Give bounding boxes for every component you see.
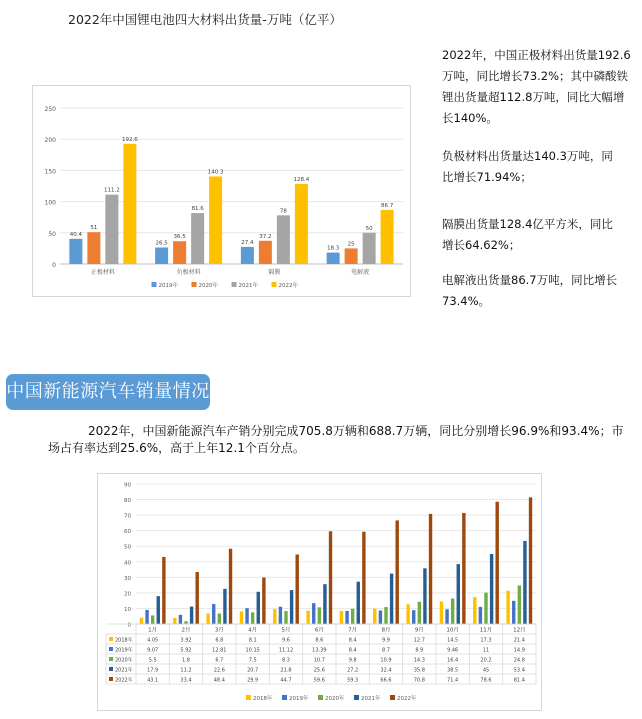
table-cell: 9.9 bbox=[382, 637, 390, 644]
bar bbox=[173, 241, 186, 264]
table-cell: 10.7 bbox=[313, 657, 325, 664]
nev-paragraph: 2022年，中国新能源汽车产销分别完成705.8万辆和688.7万辆，同比分别增长96.9%和93.4%；市场占有率达到25.6%，高于上年12.1个百分点。 bbox=[48, 424, 624, 455]
bar bbox=[357, 582, 360, 624]
bar bbox=[429, 514, 432, 624]
bar bbox=[190, 607, 193, 624]
table-cell: 13.39 bbox=[312, 647, 327, 654]
bar bbox=[295, 184, 308, 264]
legend-swatch bbox=[246, 695, 251, 700]
table-cell: 71.4 bbox=[447, 677, 459, 684]
table-cell: 8.7 bbox=[382, 647, 390, 654]
electrolyte-summary-text: 电解液出货量86.7万吨，同比增长73.4%。 bbox=[442, 273, 618, 308]
bar bbox=[123, 144, 136, 264]
table-cell: 25.6 bbox=[313, 667, 325, 674]
table-row-label: 2018年 bbox=[115, 637, 133, 644]
y-tick-label: 30 bbox=[124, 575, 131, 582]
table-cell: 59.3 bbox=[347, 677, 359, 684]
bar bbox=[462, 513, 465, 624]
bar bbox=[484, 593, 487, 624]
table-cell: 45 bbox=[482, 667, 490, 674]
table-cell: 38.5 bbox=[447, 667, 459, 674]
bar bbox=[179, 615, 182, 624]
y-tick-label: 60 bbox=[124, 529, 131, 536]
bar-value-label: 26.5 bbox=[155, 240, 168, 247]
bar bbox=[340, 611, 343, 624]
table-month-label: 2月 bbox=[181, 627, 191, 634]
table-row-swatch bbox=[109, 647, 113, 651]
table-cell: 14.5 bbox=[447, 637, 459, 644]
table-cell: 14.3 bbox=[413, 657, 425, 664]
table-cell: 12.81 bbox=[212, 647, 227, 654]
table-cell: 24.8 bbox=[513, 657, 525, 664]
bar bbox=[523, 541, 526, 624]
bar-value-label: 128.4 bbox=[293, 176, 310, 183]
bar bbox=[318, 607, 321, 624]
legend-label: 2020年 bbox=[198, 283, 218, 289]
legend-swatch bbox=[272, 282, 277, 287]
table-month-label: 12月 bbox=[513, 627, 526, 634]
table-row-label: 2022年 bbox=[115, 677, 133, 684]
table-cell: 8.6 bbox=[315, 637, 324, 644]
y-tick-label: 100 bbox=[44, 199, 56, 207]
materials-bar-chart bbox=[33, 86, 410, 296]
bar bbox=[229, 549, 232, 624]
bar bbox=[390, 574, 393, 624]
bar bbox=[259, 241, 272, 264]
x-category-label: 负极材料 bbox=[176, 269, 201, 276]
y-tick-label: 50 bbox=[124, 544, 131, 551]
x-category-label: 隔膜 bbox=[268, 269, 281, 276]
y-tick-label: 90 bbox=[124, 482, 131, 489]
table-cell: 11.2 bbox=[180, 667, 192, 674]
bar-value-label: 81.6 bbox=[191, 206, 204, 213]
bar bbox=[69, 239, 82, 264]
legend-swatch bbox=[192, 282, 197, 287]
bar-value-label: 36.5 bbox=[173, 234, 186, 241]
y-tick-label: 50 bbox=[48, 230, 56, 238]
bar bbox=[373, 609, 376, 624]
nev-monthly-bar-chart bbox=[98, 474, 541, 710]
legend-swatch bbox=[354, 695, 359, 700]
legend-label: 2019年 bbox=[289, 696, 309, 702]
table-row-label: 2019年 bbox=[115, 647, 133, 654]
y-tick-label: 200 bbox=[44, 137, 56, 145]
bar bbox=[296, 554, 299, 624]
table-cell: 20.7 bbox=[247, 667, 259, 674]
bar bbox=[173, 618, 176, 624]
table-cell: 35.8 bbox=[413, 667, 425, 674]
table-cell: 27.2 bbox=[347, 667, 359, 674]
bar bbox=[451, 598, 454, 624]
bar bbox=[418, 602, 421, 624]
bar bbox=[445, 609, 448, 624]
table-cell: 9.07 bbox=[147, 647, 159, 654]
table-cell: 29.9 bbox=[247, 677, 259, 684]
table-cell: 8.4 bbox=[348, 647, 357, 654]
table-cell: 11.12 bbox=[278, 647, 294, 654]
table-row-swatch bbox=[109, 667, 113, 671]
bar bbox=[140, 618, 143, 624]
y-tick-label: 80 bbox=[124, 498, 131, 505]
table-cell: 32.4 bbox=[380, 667, 392, 674]
table-cell: 44.7 bbox=[280, 677, 292, 684]
table-month-label: 8月 bbox=[381, 627, 391, 634]
legend-swatch bbox=[152, 282, 157, 287]
legend-label: 2019年 bbox=[158, 283, 178, 289]
table-cell: 59.6 bbox=[313, 677, 325, 684]
table-cell: 48.4 bbox=[213, 677, 225, 684]
bar bbox=[384, 607, 387, 624]
table-row-swatch bbox=[109, 677, 113, 681]
bar bbox=[345, 611, 348, 624]
table-month-label: 5月 bbox=[281, 627, 291, 634]
separator-summary-text: 隔膜出货量128.4亿平方米，同比增长64.62%； bbox=[442, 217, 613, 252]
table-month-label: 4月 bbox=[248, 627, 258, 634]
legend-swatch bbox=[282, 695, 287, 700]
x-category-label: 电解液 bbox=[351, 269, 370, 276]
bar bbox=[406, 604, 409, 624]
table-row-swatch bbox=[109, 637, 113, 641]
table-cell: 81.4 bbox=[513, 677, 525, 684]
table-cell: 1.8 bbox=[182, 657, 190, 664]
anode-summary bbox=[442, 146, 622, 188]
cathode-summary bbox=[442, 45, 632, 129]
bar-value-label: 86.7 bbox=[381, 202, 394, 209]
legend-label: 2022年 bbox=[397, 696, 417, 702]
bar-value-label: 50 bbox=[365, 225, 373, 232]
table-cell: 14.9 bbox=[513, 647, 525, 654]
table-cell: 53.4 bbox=[513, 667, 525, 674]
bar bbox=[323, 584, 326, 624]
y-tick-label: 150 bbox=[44, 168, 56, 176]
table-cell: 4.05 bbox=[147, 637, 159, 644]
bar bbox=[363, 233, 376, 264]
bar bbox=[191, 213, 204, 264]
table-cell: 22.6 bbox=[213, 667, 225, 674]
table-cell: 9.46 bbox=[447, 647, 459, 654]
y-tick-label: 0 bbox=[127, 622, 131, 629]
anode-summary-text: 负极材料出货量达140.3万吨，同比增长71.94%； bbox=[442, 149, 613, 184]
table-cell: 11 bbox=[482, 647, 490, 654]
bar bbox=[423, 568, 426, 624]
bar bbox=[206, 613, 209, 624]
bar bbox=[157, 596, 160, 624]
bar bbox=[490, 554, 493, 624]
materials-chart-frame bbox=[32, 85, 411, 297]
bar bbox=[145, 610, 148, 624]
bar bbox=[496, 502, 499, 624]
table-month-label: 11月 bbox=[479, 627, 493, 634]
bar-value-label: 18.3 bbox=[327, 245, 340, 252]
bar-value-label: 51 bbox=[90, 225, 98, 232]
table-cell: 8.4 bbox=[348, 637, 357, 644]
bar bbox=[240, 611, 243, 624]
legend-label: 2021年 bbox=[361, 696, 381, 702]
table-month-label: 1月 bbox=[148, 627, 158, 634]
chart1-title: 2022年中国锂电池四大材料出货量-万吨（亿平） bbox=[68, 12, 342, 27]
table-cell: 3.92 bbox=[180, 637, 192, 644]
bar bbox=[312, 603, 315, 624]
bar bbox=[209, 176, 222, 264]
table-cell: 8.3 bbox=[282, 657, 290, 664]
bar-value-label: 40.4 bbox=[69, 231, 82, 238]
table-cell: 9.8 bbox=[348, 657, 357, 664]
section-badge: 中国新能源汽车销量情况 bbox=[6, 374, 210, 410]
y-tick-label: 0 bbox=[52, 262, 56, 269]
bar bbox=[327, 253, 340, 264]
cathode-summary-text: 2022年，中国正极材料出货量192.6万吨，同比增长73.2%；其中磷酸铁锂出货量超112.8万吨，同比大幅增长140%。 bbox=[442, 48, 631, 125]
table-row-label: 2021年 bbox=[115, 667, 133, 674]
bar bbox=[223, 589, 226, 624]
table-month-label: 7月 bbox=[348, 627, 358, 634]
legend-label: 2022年 bbox=[278, 283, 298, 289]
table-cell: 21.8 bbox=[280, 667, 292, 674]
bar bbox=[155, 247, 168, 264]
bar-value-label: 140.3 bbox=[207, 169, 224, 176]
y-tick-label: 40 bbox=[124, 560, 131, 567]
y-tick-label: 20 bbox=[124, 591, 131, 598]
legend-swatch bbox=[390, 695, 395, 700]
bar bbox=[345, 248, 358, 264]
table-cell: 5.92 bbox=[180, 647, 192, 654]
table-cell: 9.6 bbox=[282, 637, 290, 644]
table-cell: 8.1 bbox=[248, 637, 257, 644]
bar bbox=[381, 210, 394, 264]
bar bbox=[362, 532, 365, 624]
x-category-label: 正极材料 bbox=[90, 269, 115, 276]
bar-value-label: 37.2 bbox=[259, 233, 272, 240]
table-cell: 12.7 bbox=[413, 637, 425, 644]
bar bbox=[329, 531, 332, 624]
bar-value-label: 78 bbox=[279, 208, 287, 215]
bar bbox=[506, 591, 509, 624]
nev-chart-frame bbox=[97, 473, 542, 711]
table-cell: 66.6 bbox=[380, 677, 392, 684]
table-cell: 8.9 bbox=[415, 647, 424, 654]
table-cell: 43.1 bbox=[147, 677, 159, 684]
bar bbox=[105, 195, 118, 264]
bar bbox=[212, 604, 215, 624]
table-cell: 21.4 bbox=[513, 637, 525, 644]
table-row-label: 2020年 bbox=[115, 657, 133, 664]
bar bbox=[251, 612, 254, 624]
bar bbox=[396, 520, 399, 624]
bar bbox=[277, 215, 290, 264]
bar bbox=[241, 247, 254, 264]
table-month-label: 6月 bbox=[314, 627, 324, 634]
bar bbox=[87, 232, 100, 264]
table-cell: 70.8 bbox=[413, 677, 425, 684]
y-tick-label: 250 bbox=[44, 106, 56, 113]
legend-label: 2021年 bbox=[238, 283, 258, 289]
table-cell: 33.4 bbox=[180, 677, 192, 684]
bar bbox=[218, 614, 221, 624]
bar bbox=[184, 621, 187, 624]
table-cell: 5.5 bbox=[148, 657, 157, 664]
bar bbox=[279, 607, 282, 624]
bar bbox=[306, 611, 309, 624]
table-month-label: 9月 bbox=[414, 627, 424, 634]
table-cell: 10.15 bbox=[245, 647, 260, 654]
table-month-label: 10月 bbox=[446, 627, 459, 634]
table-cell: 17.9 bbox=[147, 667, 159, 674]
table-cell: 20.2 bbox=[480, 657, 492, 664]
bar bbox=[379, 610, 382, 624]
bar bbox=[479, 607, 482, 624]
bar-value-label: 111.2 bbox=[104, 187, 120, 194]
legend-label: 2018年 bbox=[253, 696, 273, 702]
bar bbox=[512, 601, 515, 624]
bar bbox=[257, 592, 260, 624]
table-cell: 10.9 bbox=[380, 657, 392, 664]
separator-summary bbox=[442, 214, 622, 256]
bar bbox=[351, 609, 354, 624]
bar bbox=[162, 557, 165, 624]
bar bbox=[473, 597, 476, 624]
table-cell: 6.8 bbox=[215, 637, 224, 644]
bar-value-label: 192.6 bbox=[122, 136, 138, 143]
bar bbox=[440, 601, 443, 624]
bar-value-label: 27.4 bbox=[241, 239, 254, 246]
bar bbox=[151, 615, 154, 624]
table-cell: 7.5 bbox=[248, 657, 257, 664]
legend-label: 2020年 bbox=[325, 696, 345, 702]
table-month-label: 3月 bbox=[214, 627, 224, 634]
bar bbox=[457, 564, 460, 624]
bar bbox=[284, 611, 287, 624]
bar bbox=[529, 497, 532, 624]
y-tick-label: 70 bbox=[124, 513, 131, 520]
electrolyte-summary bbox=[442, 270, 622, 312]
table-cell: 78.6 bbox=[480, 677, 492, 684]
y-tick-label: 10 bbox=[124, 606, 131, 613]
bar bbox=[196, 572, 199, 624]
bar bbox=[518, 585, 521, 624]
bar-value-label: 25 bbox=[347, 241, 355, 248]
legend-swatch bbox=[232, 282, 237, 287]
table-cell: 6.7 bbox=[215, 657, 224, 664]
bar bbox=[262, 577, 265, 624]
bar bbox=[290, 590, 293, 624]
bar bbox=[412, 610, 415, 624]
bar bbox=[273, 609, 276, 624]
table-cell: 17.3 bbox=[480, 637, 492, 644]
table-cell: 16.4 bbox=[447, 657, 459, 664]
legend-swatch bbox=[318, 695, 323, 700]
table-row-swatch bbox=[109, 657, 113, 661]
bar bbox=[245, 608, 248, 624]
